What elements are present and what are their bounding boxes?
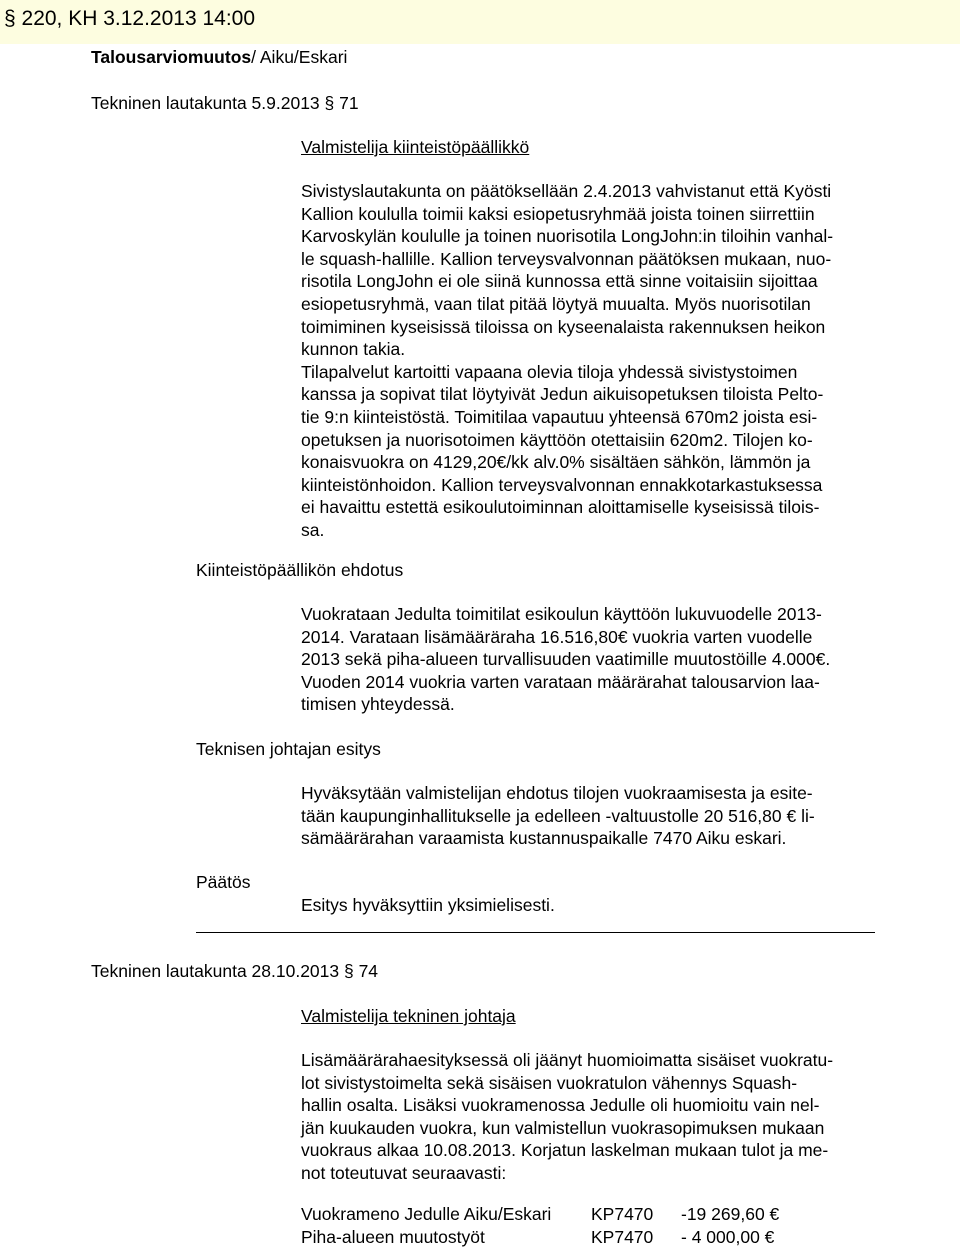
preparation-line: ei havaittu estettä esikoulutoiminnan aloittamiselle kyseisissä tilois- <box>301 497 820 518</box>
preparation-line: konaisvuokra on 4129,20€/kk alv.0% sisältäen sähkön, lämmön ja <box>301 452 811 473</box>
proposal-line: Vuoden 2014 vuokria varten varataan määrärahat talousarvion laa- <box>301 671 820 692</box>
preparer-heading-2: Valmistelija tekninen johtaja <box>301 1006 516 1026</box>
title-rest: / Aiku/Eskari <box>251 47 348 67</box>
cost-item: Vuokrameno Jedulle Aiku/Eskari <box>301 1204 552 1224</box>
preparation-line: kiinteistönhoidon. Kallion terveysvalvonnan ennakkotarkastuksessa <box>301 474 823 495</box>
cost-account: KP7470 <box>591 1226 654 1247</box>
preparation2-line: jän kuukauden vuokra, kun valmistellun vuokrasopimuksen mukaan <box>301 1117 825 1138</box>
preparation2-line: not toteutuvat seuraavasti: <box>301 1162 507 1183</box>
preparation2-line: Lisämäärärahaesityksessä oli jäänyt huomioimatta sisäiset vuokratu- <box>301 1050 834 1070</box>
cost-table <box>301 1203 801 1248</box>
preparation-text-2 <box>301 1049 891 1185</box>
preparation2-line: vuokraus alkaa 10.08.2013. Korjatun laskelman mukaan tulot ja me- <box>301 1140 829 1161</box>
cost-amount: - 4 000,00 € <box>681 1226 775 1247</box>
cost-item: Piha-alueen muutostyöt <box>301 1226 485 1247</box>
preparation-line: le squash-hallille. Kallion terveysvalvonnan päätöksen mukaan, nuo- <box>301 248 832 269</box>
preparation-line: kunnon takia. <box>301 339 406 360</box>
director-line: sämäärärahan varaamista kustannuspaikalle 7470 Aiku eskari. <box>301 828 787 849</box>
preparer-heading-1: Valmistelija kiinteistöpäällikkö <box>301 137 530 157</box>
proposal-text <box>301 603 891 716</box>
section-heading-box <box>0 0 960 44</box>
proposal-line: timisen yhteydessä. <box>301 694 455 715</box>
proposal-line: 2013 sekä piha-alueen turvallisuuden vaatimille muutostöille 4.000€. <box>301 649 831 670</box>
preparation-line: Tilapalvelut kartoitti vapaana olevia tiloja yhdessä sivistystoimen <box>301 361 798 382</box>
proposal-line: 2014. Varataan lisämääräraha 16.516,80€ vuokria varten vuodelle <box>301 626 813 647</box>
director-text <box>301 782 891 850</box>
meeting-reference-2: Tekninen lautakunta 28.10.2013 § 74 <box>91 961 379 981</box>
preparation-line: kanssa ja sopivat tilat löytyivät Jedun aikuisopetuksen tiloista Pelto- <box>301 384 824 405</box>
director-label: Teknisen johtajan esitys <box>196 739 381 759</box>
cost-amount: -19 269,60 € <box>681 1204 780 1224</box>
director-line: Hyväksytään valmistelijan ehdotus tilojen vuokraamisesta ja esite- <box>301 783 813 803</box>
preparation-line: risotila LongJohn ei ole siinä kunnossa että sinne voitaisiin sijoittaa <box>301 271 818 292</box>
preparation-line: Karvoskylän koululle ja toinen nuorisotila LongJohn:in tiloihin vanhal- <box>301 226 834 247</box>
preparation2-line: hallin osalta. Lisäksi vuokramenossa Jedulle oli huomioitu vain nel- <box>301 1095 820 1116</box>
preparation-line: tie 9:n kiinteistöstä. Toimitilaa vapautuu yhteensä 670m2 joista esi- <box>301 406 818 427</box>
decision-label: Päätös <box>196 872 251 892</box>
preparation-line: Sivistyslautakunta on päätöksellään 2.4.2013 vahvistanut että Kyösti <box>301 181 832 201</box>
director-line: tään kaupunginhallitukselle ja edelleen -valtuustolle 20 516,80 € li- <box>301 805 815 826</box>
title-bold: Talousarviomuutos <box>91 47 252 67</box>
meeting-reference-1: Tekninen lautakunta 5.9.2013 § 71 <box>91 93 359 113</box>
preparation-text <box>301 180 891 542</box>
decision-text: Esitys hyväksyttiin yksimielisesti. <box>301 895 555 915</box>
proposal-line: Vuokrataan Jedulta toimitilat esikoulun käyttöön lukuvuodelle 2013- <box>301 604 822 624</box>
separator-rule <box>196 932 875 933</box>
preparation-line: opetuksen ja nuorisotoimen käyttöön otettaisiin 620m2. Tilojen ko- <box>301 429 813 450</box>
preparation-line: esiopetusryhmä, vaan tilat pitää löytyä muualta. Myös nuorisotilan <box>301 293 811 314</box>
section-heading: § 220, KH 3.12.2013 14:00 <box>4 7 256 30</box>
cost-account: KP7470 <box>591 1204 654 1224</box>
proposal-label: Kiinteistöpäällikön ehdotus <box>196 560 404 580</box>
preparation-line: Kallion koululla toimii kaksi esiopetusryhmää joista toinen siirrettiin <box>301 203 815 224</box>
preparation-line: toimiminen kyseisissä tiloissa on kyseenalaista rakennuksen heikon <box>301 316 826 337</box>
cost-row <box>301 1226 801 1248</box>
cost-row <box>301 1203 801 1226</box>
document-title <box>91 46 347 69</box>
preparation-line: sa. <box>301 519 325 540</box>
preparation2-line: lot sivistystoimelta sekä sisäisen vuokratulon vähennys Squash- <box>301 1072 798 1093</box>
